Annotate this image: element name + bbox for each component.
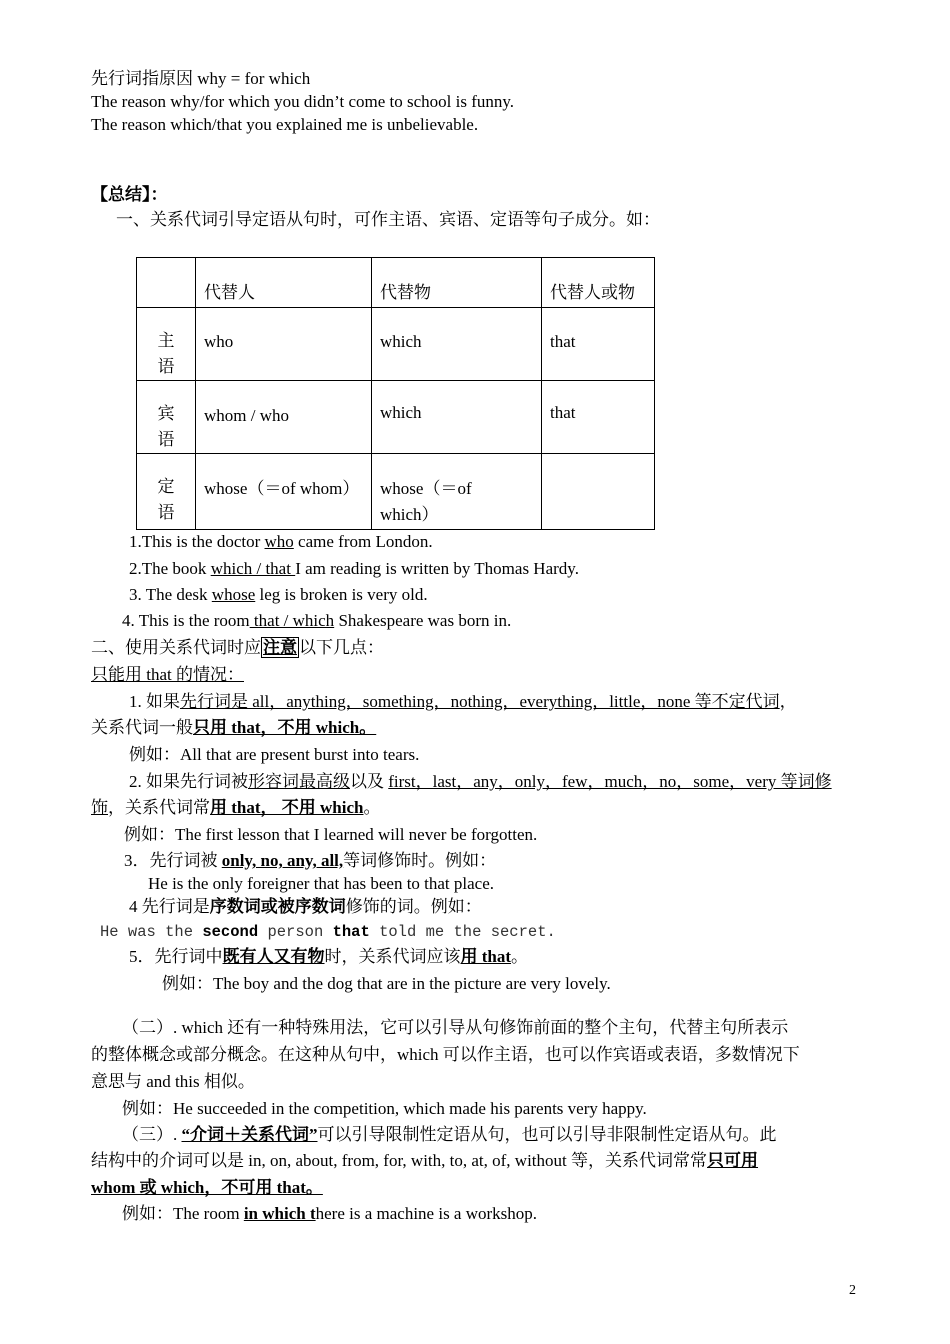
notes-heading: 二、使用关系代词时应 注意 以下几点：: [91, 638, 384, 657]
section3-line-1: （三）. “介词＋关系代词”可以引导限制性定语从句，也可以引导非限制性定语从句。此: [122, 1125, 777, 1144]
summary-heading: 【总结】：: [91, 185, 168, 204]
rule-2-line-2: 饰，关系代词常用 that， 不用 which。: [91, 798, 381, 817]
section2-line-3: 意思与 and this 相似。: [91, 1072, 255, 1091]
section2-line-2: 的整体概念或部分概念。在这种从句中，which 可以作主语，也可以作宾语或表语，多数情况下: [91, 1045, 800, 1064]
table-cell: whose（＝of which）: [372, 454, 542, 530]
rule-4: 4 先行词是序数词或被序数词修饰的词。例如：: [129, 897, 482, 916]
section2-example: 例如：He succeeded in the competition, which made his parents very happy.: [122, 1099, 647, 1118]
table-cell: whom / who: [196, 381, 372, 454]
table-cell: who: [196, 308, 372, 381]
row-label: 定 语: [137, 454, 196, 530]
table-cell: [542, 454, 655, 530]
table-row: [137, 454, 655, 530]
table-cell: which: [372, 308, 542, 381]
table-header-row: [137, 258, 655, 308]
summary-point-1: 一、关系代词引导定语从句时，可作主语、宾语、定语等句子成分。如：: [116, 210, 660, 229]
table-row: [137, 381, 655, 454]
page-number: 2: [849, 1283, 856, 1298]
section3-example: 例如：The room in which there is a machine is a workshop.: [122, 1204, 538, 1223]
rule-3-example: He is the only foreigner that has been to that place.: [148, 874, 495, 893]
only-that-heading: 只能用 that 的情况：: [91, 665, 244, 684]
example-3: 3. The desk whose leg is broken is very old.: [129, 585, 428, 604]
section3-line-3: whom 或 which，不可用 that。: [91, 1178, 323, 1197]
table-header-cell: 代替人: [196, 258, 372, 308]
example-1: 1.This is the doctor who came from London.: [129, 532, 433, 551]
relative-pronoun-table: [136, 257, 655, 530]
rule-5: 5．先行词中既有人又有物时，关系代词应该用 that。: [129, 947, 529, 966]
rule-1-example: 例如：All that are present burst into tears.: [129, 745, 420, 764]
table-cell: that: [542, 308, 655, 381]
rule-2: 2. 如果先行词被形容词最高级以及 first，last，any，only，few，much，no，some，very 等词修: [129, 772, 832, 791]
table-header-cell: 代替人或物: [542, 258, 655, 308]
intro-line-1: 先行词指原因 why = for which: [91, 69, 311, 88]
table-cell: whose（＝of whom）: [196, 454, 372, 530]
table-cell: that: [542, 381, 655, 454]
rule-1-line-2: 关系代词一般只用 that，不用 which。: [91, 718, 377, 737]
section2-line-1: （二）. which 还有一种特殊用法，它可以引导从句修饰前面的整个主句，代替主句所表示: [122, 1018, 789, 1037]
intro-line-3: The reason which/that you explained me is unbelievable.: [91, 115, 479, 134]
rule-5-example: 例如：The boy and the dog that are in the picture are very lovely.: [162, 974, 611, 993]
row-label: 主 语: [137, 308, 196, 381]
table-cell: which: [372, 381, 542, 454]
rule-4-example: He was the second person that told me the secret.: [100, 923, 556, 941]
rule-1: 1. 如果先行词是 all，anything，something，nothing，everything，little，none 等不定代词，: [129, 692, 797, 711]
section3-line-2: 结构中的介词可以是 in, on, about, from, for, with, to, at, of, without 等，关系代词常常只可用: [91, 1151, 759, 1170]
table-header-cell: [137, 258, 196, 308]
rule-2-example: 例如：The first lesson that I learned will never be forgotten.: [124, 825, 538, 844]
intro-line-2: The reason why/for which you didn’t come to school is funny.: [91, 92, 515, 111]
table-header-cell: 代替物: [372, 258, 542, 308]
example-2: 2.The book which / that I am reading is written by Thomas Hardy.: [129, 559, 579, 578]
table-row: [137, 308, 655, 381]
rule-3: 3．先行词被 only, no, any, all,等词修饰时。例如：: [124, 851, 497, 870]
row-label: 宾 语: [137, 381, 196, 454]
example-4: 4. This is the room that / which Shakespeare was born in.: [122, 611, 512, 630]
